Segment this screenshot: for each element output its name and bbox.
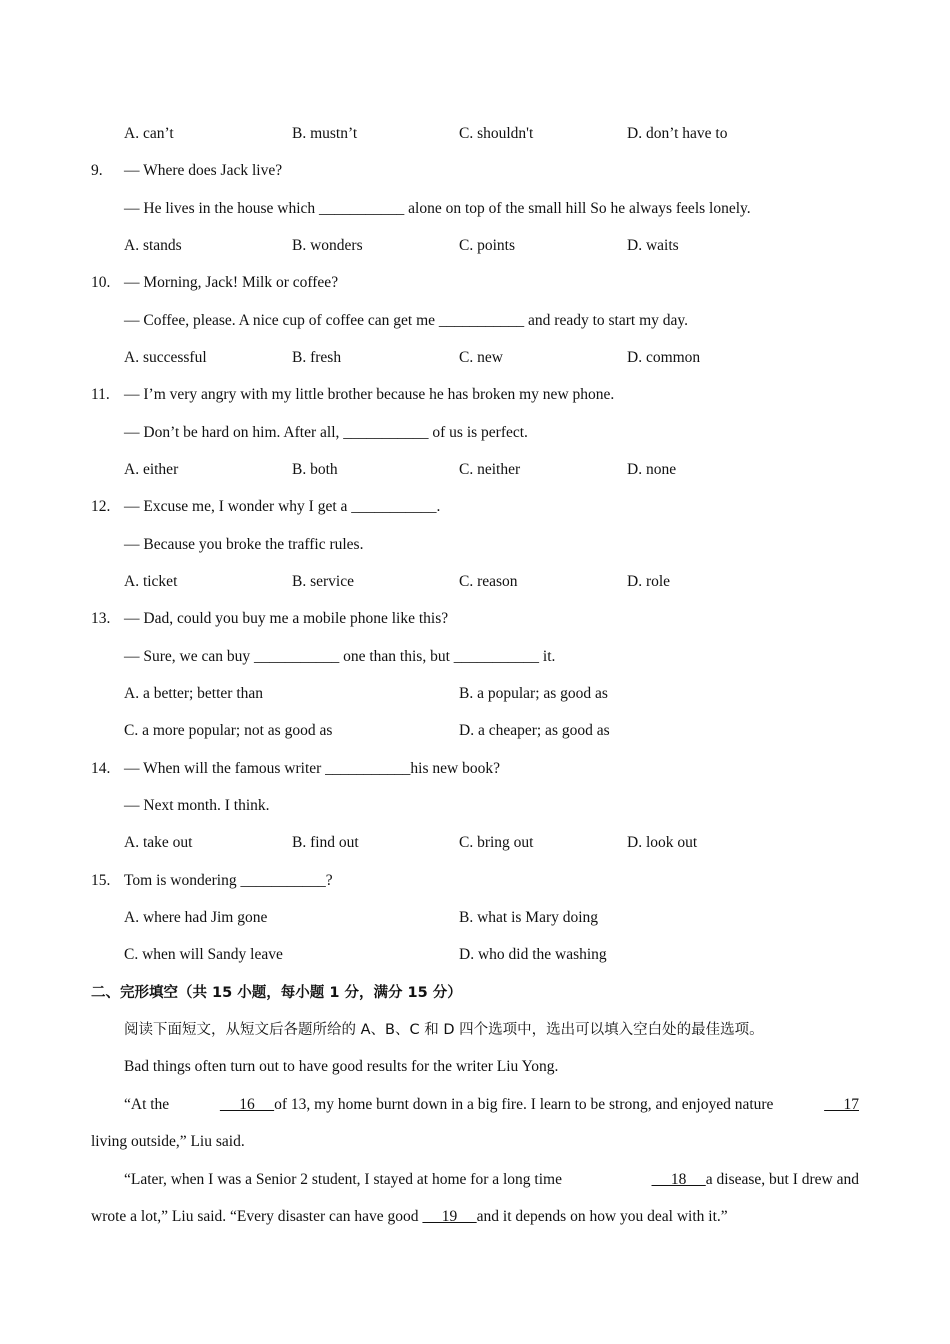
q9-number: 9. [91,162,103,179]
q10-option-b: B. fresh [292,349,342,366]
passage-paragraph-2-line-2: living outside,” Liu said. [91,1133,245,1150]
q11-number: 11. [91,386,110,403]
q10-answer: — Coffee, please. A nice cup of coffee can get me ___________ and ready to start my day. [124,312,688,329]
q9-answer: — He lives in the house which ___________ alone on top of the small hill So he always feels lonely. [124,200,751,217]
blank-19: 19 [422,1208,477,1225]
q14-option-a: A. take out [124,834,193,851]
q12-option-a: A. ticket [124,573,178,590]
q13-option-b: B. a popular; as good as [459,685,608,702]
section2-instruction: 阅读下面短文，从短文后各题所给的 A、B、C 和 D 四个选项中，选出可以填入空白处的最佳选项。 [124,1022,764,1038]
q14-option-c: C. bring out [459,834,534,851]
passage-paragraph-3-line-2: wrote a lot,” Liu said. “Every disaster can have good 19 and it depends on how you deal with it.” [91,1208,728,1225]
q15-option-c: C. when will Sandy leave [124,946,283,963]
passage-paragraph-2-line-1 [124,1095,859,1115]
blank-16: 16 of 13, my home burnt down in a big fire. I learn to be strong, and enjoyed nature [219,1096,774,1113]
q11-option-c: C. neither [459,461,521,478]
q14-number: 14. [91,760,111,777]
passage-text: “At the [124,1096,170,1113]
section2-title: 二、完形填空（共 15 小题，每小题 1 分，满分 15 分） [91,985,462,1001]
q15-option-d: D. who did the washing [459,946,607,963]
q10-number: 10. [91,274,111,291]
q14-option-b: B. find out [292,834,359,851]
q15-question: Tom is wondering ___________? [124,872,333,889]
q9-question: — Where does Jack live? [124,162,283,179]
q12-option-c: C. reason [459,573,518,590]
q12-option-b: B. service [292,573,354,590]
q9-option-d: D. waits [627,237,679,254]
q15-option-a: A. where had Jim gone [124,909,268,926]
q13-number: 13. [91,610,111,627]
q11-option-a: A. either [124,461,179,478]
q11-question: — I’m very angry with my little brother because he has broken my new phone. [124,386,615,403]
blank-18: 18 a disease, but I drew and [651,1171,859,1188]
q12-option-d: D. role [627,573,671,590]
passage-paragraph-3-line-1 [124,1170,859,1190]
q15-number: 15. [91,872,111,889]
q8-option-d: D. don’t have to [627,125,728,142]
passage-text: “Later, when I was a Senior 2 student, I stayed at home for a long time [124,1171,562,1188]
q9-option-c: C. points [459,237,515,254]
q14-question: — When will the famous writer ___________his new book? [124,760,500,777]
q8-option-a: A. can’t [124,125,174,142]
q14-answer: — Next month. I think. [124,797,270,814]
q9-option-b: B. wonders [292,237,363,254]
q8-option-b: B. mustn’t [292,125,358,142]
q11-answer: — Don’t be hard on him. After all, ___________ of us is perfect. [124,424,528,441]
q13-option-c: C. a more popular; not as good as [124,722,333,739]
q11-option-b: B. both [292,461,338,478]
q12-question: — Excuse me, I wonder why I get a ___________. [124,498,441,515]
q8-option-c: C. shouldn't [459,125,534,142]
q10-question: — Morning, Jack! Milk or coffee? [124,274,339,291]
q13-question: — Dad, could you buy me a mobile phone like this? [124,610,449,627]
q10-option-c: C. new [459,349,503,366]
q12-answer: — Because you broke the traffic rules. [124,536,364,553]
passage-paragraph-1: Bad things often turn out to have good results for the writer Liu Yong. [124,1058,559,1075]
q13-option-a: A. a better; better than [124,685,264,702]
q9-option-a: A. stands [124,237,182,254]
q13-option-d: D. a cheaper; as good as [459,722,610,739]
q10-option-d: D. common [627,349,701,366]
blank-17: 17 [824,1096,859,1113]
q13-answer: — Sure, we can buy ___________ one than this, but ___________ it. [124,648,556,665]
q12-number: 12. [91,498,111,515]
q11-option-d: D. none [627,461,677,478]
q15-option-b: B. what is Mary doing [459,909,599,926]
q10-option-a: A. successful [124,349,207,366]
q14-option-d: D. look out [627,834,698,851]
